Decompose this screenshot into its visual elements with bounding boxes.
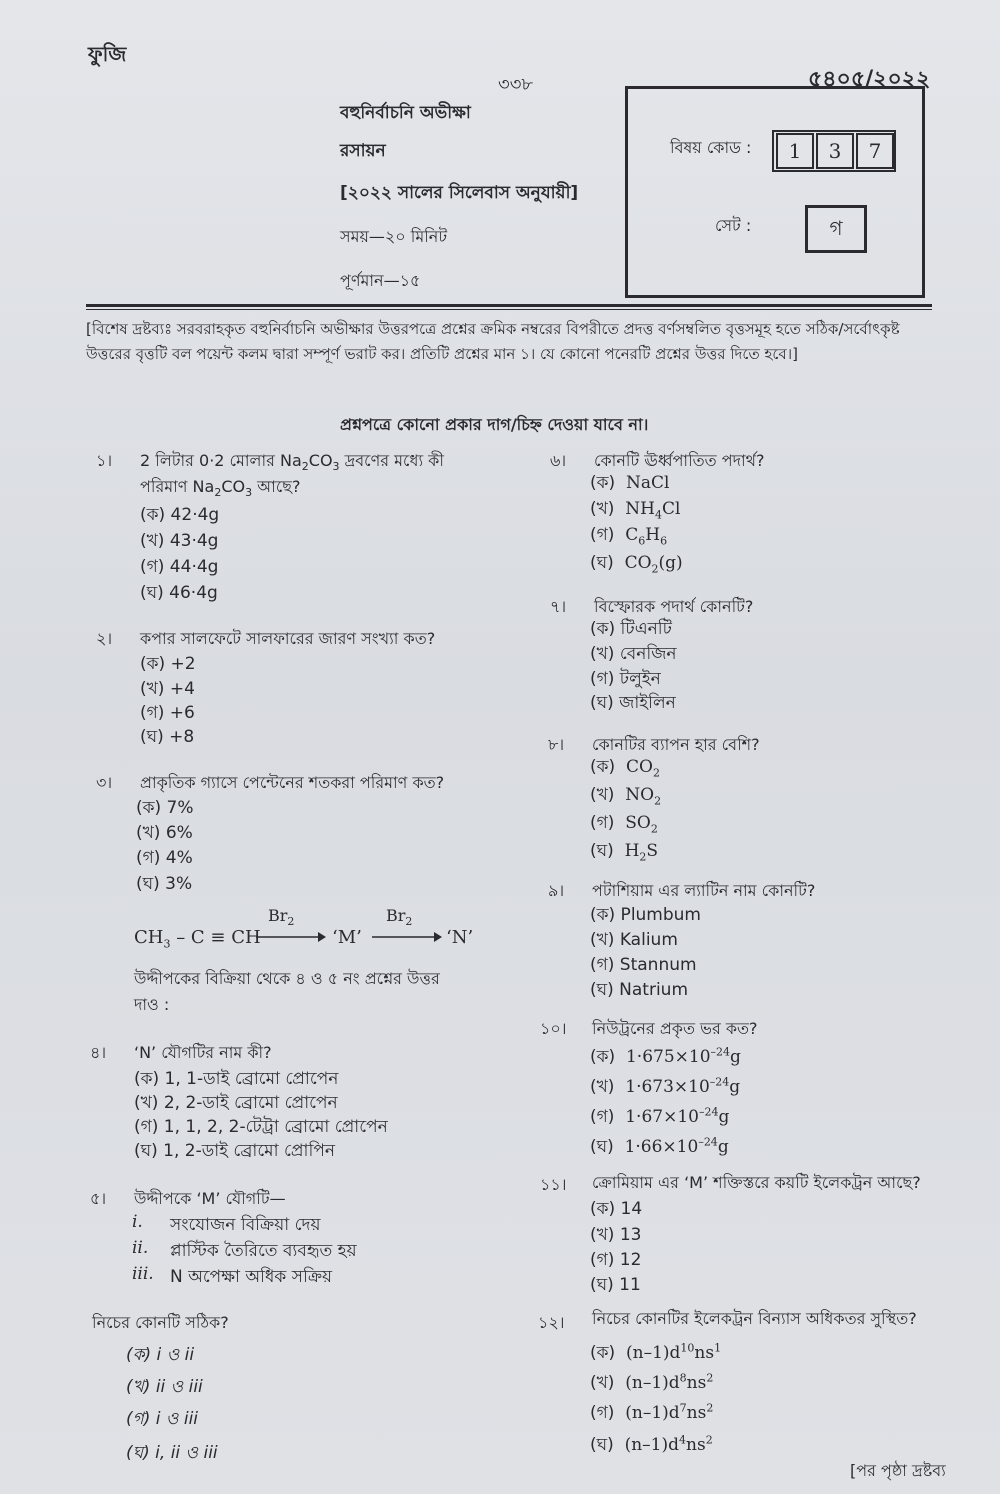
q3-option: (ক) 7% bbox=[136, 798, 194, 818]
q2-number: ২। bbox=[96, 629, 113, 648]
q11-option: (গ) 12 bbox=[590, 1250, 642, 1270]
q8-text: কোনটির ব্যাপন হার বেশি? bbox=[592, 735, 760, 754]
reaction-arrow-1 bbox=[256, 930, 326, 944]
stimulus-instruction-line2: দাও : bbox=[134, 995, 170, 1014]
q1-text-line1: 2 লিটার 0·2 মোলার $Na_2CO_3$ দ্রবণের মধ্যে কী bbox=[140, 451, 444, 474]
q6-option: (খ) $NH_4Cl$ bbox=[590, 499, 681, 522]
subject-code-label: বিষয় কোড : bbox=[670, 138, 752, 157]
q4-option: (খ) 2, 2-ডাই ব্রোমো প্রোপেন bbox=[134, 1093, 338, 1113]
set-value: গ bbox=[805, 205, 867, 253]
q7-text: বিস্ফোরক পদার্থ কোনটি? bbox=[594, 597, 754, 616]
q5-statement: N অপেক্ষা অধিক সক্রিয় bbox=[170, 1267, 333, 1287]
next-page-note: [পর পৃষ্ঠা দ্রষ্টব্য bbox=[850, 1461, 946, 1480]
reaction-product-n: ‘N’ bbox=[446, 927, 474, 948]
q5-text: উদ্দীপকে ‘M’ যৌগটি— bbox=[134, 1189, 286, 1208]
reaction-reagent-2: $Br_2$ bbox=[386, 906, 413, 929]
q3-option: (গ) 4% bbox=[136, 848, 193, 868]
q7-option: (খ) বেনজিন bbox=[590, 644, 677, 664]
q10-text: নিউট্রনের প্রকৃত ভর কত? bbox=[592, 1019, 758, 1038]
q3-text: প্রাকৃতিক গ্যাসে পেন্টেনের শতকরা পরিমাণ কত? bbox=[140, 773, 445, 792]
q12-option: (ক) $(n-1)d^{10}ns^1$ bbox=[590, 1341, 722, 1363]
q5-statement: সংযোজন বিক্রিয়া দেয় bbox=[170, 1215, 321, 1235]
q9-option: (ঘ) Natrium bbox=[590, 980, 689, 1000]
q9-option: (ক) Plumbum bbox=[590, 905, 701, 925]
q10-option: (ঘ) $1\cdot 66\times 10^{-24}g$ bbox=[590, 1135, 729, 1157]
q11-option: (ঘ) 11 bbox=[590, 1275, 641, 1295]
q11-option: (খ) 13 bbox=[590, 1225, 642, 1245]
q5-option: (খ) ii ও iii bbox=[126, 1377, 203, 1397]
set-label: সেট : bbox=[715, 216, 752, 235]
q5-option: (ঘ) i, ii ও iii bbox=[126, 1443, 218, 1463]
q12-option: (খ) $(n-1)d^8ns^2$ bbox=[590, 1371, 714, 1393]
q1-option: (গ) 44·4g bbox=[140, 557, 219, 577]
q12-option: (ঘ) $(n-1)d^4ns^2$ bbox=[590, 1433, 713, 1455]
code-digit: 1 bbox=[776, 133, 814, 169]
full-marks: পূর্ণমান—১৫ bbox=[340, 271, 421, 290]
q2-text: কপার সালফেটে সালফারের জারণ সংখ্যা কত? bbox=[140, 629, 436, 648]
q5-option: (ক) i ও ii bbox=[126, 1345, 195, 1365]
q8-option: (ক) $CO_2$ bbox=[590, 757, 660, 780]
q10-option: (গ) $1\cdot 67\times 10^{-24}g$ bbox=[590, 1105, 730, 1127]
q11-option: (ক) 14 bbox=[590, 1199, 643, 1219]
header-divider-thin bbox=[86, 309, 932, 310]
q8-number: ৮। bbox=[548, 735, 565, 754]
q1-option: (ক) 42·4g bbox=[140, 505, 220, 525]
header-divider bbox=[86, 304, 932, 307]
reaction-arrow-2 bbox=[372, 930, 442, 944]
q3-option: (খ) 6% bbox=[136, 823, 193, 843]
subject-code-digits bbox=[772, 130, 896, 172]
q12-number: ১২। bbox=[538, 1313, 565, 1332]
q6-option: (ঘ) $CO_2(g)$ bbox=[590, 553, 683, 576]
q1-option: (ঘ) 46·4g bbox=[140, 583, 218, 603]
q9-option: (গ) Stannum bbox=[590, 955, 697, 975]
q4-option: (ক) 1, 1-ডাই ব্রোমো প্রোপেন bbox=[134, 1069, 339, 1089]
syllabus-note: [২০২২ সালের সিলেবাস অনুযায়ী] bbox=[340, 183, 579, 203]
q7-option: (ঘ) জাইলিন bbox=[590, 693, 676, 713]
q3-option: (ঘ) 3% bbox=[136, 874, 193, 894]
q4-number: ৪। bbox=[90, 1043, 107, 1062]
q7-option: (গ) টলুইন bbox=[590, 669, 661, 689]
q2-option: (গ) +6 bbox=[140, 703, 195, 723]
special-notice: [বিশেষ দ্রষ্টব্যঃ সরবরাহকৃত বহুনির্বাচনি অভীক্ষার উত্তরপত্রে প্রশ্নের ক্রমিক নম্বরের বিপরীতে প্রদত্ত বর্ণসম্বলিত বৃত্তসমূহ হতে সঠিক/সর্বোৎকৃষ্ট উত্তরের বৃত্তটি বল পয়েন্ট কলম দ্বারা সম্পূর্ণ ভরাট কর। প্রতিটি প্রশ্নের মান ১। যে কোনো পনেরটি প্রশ্নের উত্তর দিতে হবে।] bbox=[86, 320, 900, 363]
q8-option: (গ) $SO_2$ bbox=[590, 813, 658, 836]
q1-text-line2: পরিমাণ $Na_2CO_3$ আছে? bbox=[140, 477, 301, 500]
code-digit: 7 bbox=[856, 133, 894, 169]
q4-text: ‘N’ যৌগটির নাম কী? bbox=[134, 1043, 272, 1062]
q6-text: কোনটি ঊর্ধ্বপাতিত পদার্থ? bbox=[594, 451, 765, 470]
reference-number: ৫৪০৫/২০২২ bbox=[808, 67, 931, 92]
q5-number: ৫। bbox=[90, 1189, 107, 1208]
q6-number: ৬। bbox=[550, 451, 567, 470]
q7-number: ৭। bbox=[550, 597, 567, 616]
q11-text: ক্রোমিয়াম এর ‘M’ শক্তিস্তরে কয়টি ইলেকট্রন আছে? bbox=[592, 1173, 921, 1192]
q11-number: ১১। bbox=[540, 1175, 567, 1194]
q2-option: (খ) +4 bbox=[140, 679, 195, 699]
q1-number: ১। bbox=[96, 451, 113, 470]
q6-option: (গ) $C_6H_6$ bbox=[590, 525, 668, 548]
q10-option: (খ) $1\cdot 673\times 10^{-24}g$ bbox=[590, 1075, 741, 1097]
q1-option: (খ) 43·4g bbox=[140, 531, 219, 551]
warning-line: প্রশ্নপত্রে কোনো প্রকার দাগ/চিহ্ন দেওয়া যাবে না। bbox=[340, 415, 649, 434]
q6-option: (ক) NaCl bbox=[590, 473, 670, 493]
q8-option: (ঘ) $H_2S$ bbox=[590, 841, 659, 864]
q10-number: ১০। bbox=[540, 1019, 567, 1038]
q8-option: (খ) $NO_2$ bbox=[590, 785, 662, 808]
stimulus-instruction-line1: উদ্দীপকের বিক্রিয়া থেকে ৪ ও ৫ নং প্রশ্নের উত্তর bbox=[134, 969, 440, 988]
code-digit: 3 bbox=[816, 133, 854, 169]
top-left-mark: ফুজি bbox=[88, 42, 127, 66]
reaction-reactant: $CH_3$ – C ≡ CH bbox=[134, 927, 261, 951]
q9-text: পটাশিয়াম এর ল্যাটিন নাম কোনটি? bbox=[592, 881, 816, 900]
q5-ask: নিচের কোনটি সঠিক? bbox=[92, 1313, 229, 1332]
q5-statement-number: i. bbox=[132, 1212, 143, 1232]
q2-option: (ক) +2 bbox=[140, 654, 196, 674]
q9-number: ৯। bbox=[548, 881, 565, 900]
q5-statement: প্লাস্টিক তৈরিতে ব্যবহৃত হয় bbox=[170, 1241, 357, 1261]
q3-number: ৩। bbox=[96, 773, 113, 792]
subject-name: রসায়ন bbox=[340, 141, 386, 161]
q5-option: (গ) i ও iii bbox=[126, 1409, 199, 1429]
exam-type: বহুনির্বাচনি অভীক্ষা bbox=[340, 103, 471, 123]
q4-option: (গ) 1, 1, 2, 2-টেট্রা ব্রোমো প্রোপেন bbox=[134, 1117, 388, 1137]
q5-statement-number: ii. bbox=[132, 1238, 149, 1258]
reaction-product-m: ‘M’ bbox=[332, 927, 362, 948]
q12-text: নিচের কোনটির ইলেকট্রন বিন্যাস অধিকতর সুস্থিত? bbox=[592, 1309, 917, 1328]
q9-option: (খ) Kalium bbox=[590, 930, 678, 950]
q4-option: (ঘ) 1, 2-ডাই ব্রোমো প্রোপিন bbox=[134, 1141, 336, 1161]
time-allowed: সময়—২০ মিনিট bbox=[340, 227, 448, 246]
q7-option: (ক) টিএনটি bbox=[590, 619, 672, 639]
q5-statement-number: iii. bbox=[132, 1264, 154, 1284]
reaction-reagent-1: $Br_2$ bbox=[268, 906, 295, 929]
q2-option: (ঘ) +8 bbox=[140, 727, 195, 747]
subject-code-box bbox=[625, 86, 925, 298]
page-number: ৩৩৮ bbox=[498, 74, 534, 95]
q12-option: (গ) $(n-1)d^7ns^2$ bbox=[590, 1401, 714, 1423]
q10-option: (ক) $1\cdot 675\times 10^{-24}g$ bbox=[590, 1045, 741, 1067]
